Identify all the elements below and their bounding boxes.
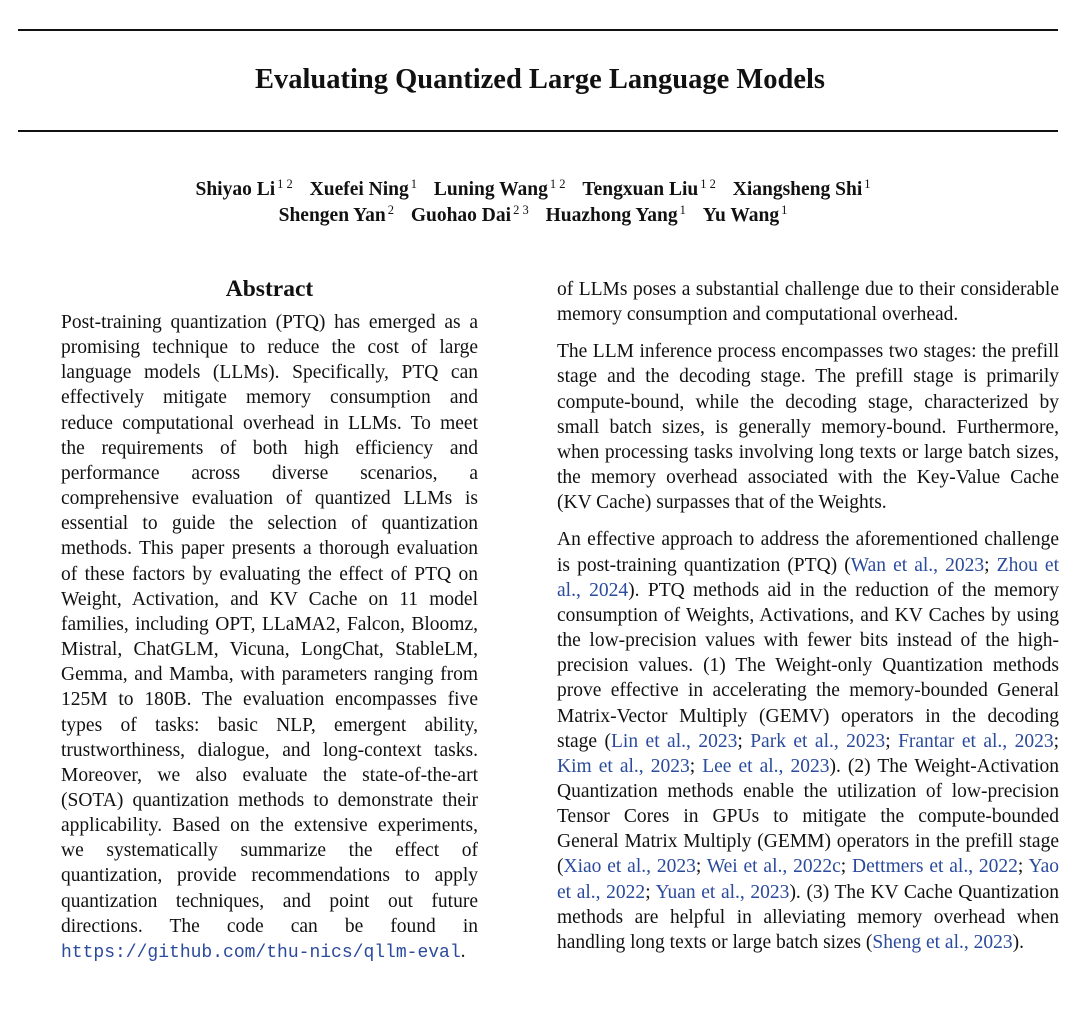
author-affiliation: 1 xyxy=(410,177,418,191)
citation-link[interactable]: Kim et al., 2023 xyxy=(557,755,690,777)
citation-link[interactable]: Frantar et al., 2023 xyxy=(898,730,1054,752)
citation-link[interactable]: Lin et al., 2023 xyxy=(611,730,738,752)
abstract-paragraph: Post-training quantization (PTQ) has emerged as a promising technique to reduce the cost of large language models (LLMs). Specifically, PTQ can effectively mitigate memory consumption and reduce computational overhead in LLMs. To meet the requirements of both high efficiency and performance across diverse scenarios, a comprehensive evaluation of quantized LLMs is essential to guide the selection of quantization methods. This paper presents a thorough evaluation of these factors by evaluating the effect of PTQ on Weight, Activation, and KV Cache on 11 model families, including OPT, LLaMA2, Falcon, Bloomz, Mistral, ChatGLM, Vicuna, LongChat, StableLM, Gemma, and Mamba, with parameters ranging from 125M to 180B. The evaluation encompasses five types of tasks: basic NLP, emergent ability, trustworthiness, dialogue, and long-context tasks. Moreover, we also evaluate the state-of-the-art (SOTA) quantization methods to demonstrate their applicability. Based on the extensive experiments, we systematically summarize the effect of quantization, provide recommendations to apply quantization techniques, and point out future directions. The code can be found in https://github.com/thu-nics/qllm-eval. xyxy=(61,312,478,963)
citation-link[interactable]: Wei et al., 2022c xyxy=(706,856,841,878)
citation-link[interactable]: Wan et al., 2023 xyxy=(850,554,985,576)
intro-column xyxy=(557,277,1059,955)
code-link[interactable]: https://github.com/thu-nics/qllm-eval xyxy=(61,942,461,963)
citation-link[interactable]: Park et al., 2023 xyxy=(750,730,886,752)
citation-link[interactable]: Zhou et al., 2024 xyxy=(557,554,1059,601)
author: Shengen Yan $^2$ xyxy=(278,203,394,226)
author-affiliation: 1 2 xyxy=(277,177,293,191)
author: Xuefei Ning $^1$ xyxy=(309,177,418,200)
top-rule xyxy=(18,29,1058,31)
intro-paragraph-2: The LLM inference process encompasses two stages: the prefill stage and the decoding stage. The prefill stage is primarily compute-bound, while the decoding stage, characterized by small batch sizes, is generally memory-bound. Furthermore, when processing tasks involving long texts or large batch sizes, the memory overhead associated with the Key-Value Cache (KV Cache) surpasses that of the Weights. xyxy=(557,341,1059,514)
author: Shiyao Li $^{1 2}$ xyxy=(195,177,293,200)
author: Yu Wang $^1$ xyxy=(702,203,788,226)
citation-link[interactable]: Xiao et al., 2023 xyxy=(563,856,696,878)
citation-link[interactable]: Yuan et al., 2023 xyxy=(655,881,790,903)
citation-link[interactable]: Yao et al., 2022 xyxy=(557,856,1060,903)
author: Huazhong Yang $^1$ xyxy=(545,203,686,226)
abstract-heading: Abstract xyxy=(225,276,314,302)
author-affiliation: 1 2 xyxy=(700,177,716,191)
author-affiliation: 1 xyxy=(864,177,871,191)
author-affiliation: 1 2 xyxy=(549,177,566,191)
author: Luning Wang $^{1 2}$ xyxy=(433,177,566,200)
author-affiliation: 2 3 xyxy=(513,203,529,217)
author: Tengxuan Liu $^{1 2}$ xyxy=(582,177,716,200)
authors-line-2 xyxy=(0,203,1066,230)
author-affiliation: 1 xyxy=(781,203,788,217)
authors-line-1 xyxy=(0,177,1066,204)
citation-link[interactable]: Dettmers et al., 2022 xyxy=(852,856,1018,878)
paper-title: Evaluating Quantized Large Language Models xyxy=(254,64,826,95)
title-bottom-rule xyxy=(18,130,1058,132)
abstract-column xyxy=(61,310,478,966)
author-affiliation: 2 xyxy=(387,203,394,217)
citation-link[interactable]: Sheng et al., 2023 xyxy=(872,931,1013,953)
intro-paragraph-3: An effective approach to address the aforementioned challenge is post-training quantization (PTQ) (Wan et al., 2023; Zhou et al., 2024). PTQ methods aid in the reduction of the memory consumption of Weights, Activations, and KV Caches by using the low-precision values with fewer bits instead of the high-precision values. (1) The Weight-only Quantization methods prove effective in accelerating the memory-bounded General Matrix-Vector Multiply (GEMV) operators in the decoding stage (Lin et al., 2023; Park et al., 2023; Frantar et al., 2023; Kim et al., 2023; Lee et al., 2023). (2) The Weight-Activation Quantization methods enable the utilization of low-precision Tensor Cores in GPUs to mitigate the compute-bounded General Matrix Multiply (GEMM) operators in the prefill stage (Xiao et al., 2023; Wei et al., 2022c; Dettmers et al., 2022; Yao et al., 2022; Yuan et al., 2023). (3) The KV Cache Quantization methods are helpful in alleviating memory overhead when handling long texts or large batch sizes (Sheng et al., 2023). xyxy=(557,529,1060,953)
author: Guohao Dai $^{2 3}$ xyxy=(410,203,529,226)
author: Xiangsheng Shi $^1$ xyxy=(732,177,871,200)
citation-link[interactable]: Lee et al., 2023 xyxy=(702,755,830,777)
abstract-text: Post-training quantization (PTQ) has emerged as a promising technique to reduce the cost of large language models (LLMs). Specifically, PTQ can effectively mitigate memory consumption and reduce computational overhead in LLMs. To meet the requirements of both high efficiency and performance across diverse scenarios, a comprehensive evaluation of quantized LLMs is essential to guide the selection of quantization methods. This paper presents a thorough evaluation of these factors by evaluating the effect of PTQ on Weight, Activation, and KV Cache on 11 model families, including OPT, LLaMA2, Falcon, Bloomz, Mistral, ChatGLM, Vicuna, LongChat, StableLM, Gemma, and Mamba, with parameters ranging from 125M to 180B. The evaluation encompasses five types of tasks: basic NLP, emergent ability, trustworthiness, dialogue, and long-context tasks. Moreover, we also evaluate the state-of-the-art (SOTA) quantization methods to demonstrate their applicability. Based on the extensive experiments, we systematically summarize the effect of quantization, provide recommendations to apply quantization techniques, and point out future directions. The code can be found in xyxy=(61,312,478,937)
author-affiliation: 1 xyxy=(679,203,686,217)
intro-paragraph-1: of LLMs poses a substantial challenge due to their considerable memory consumption and computational overhead. xyxy=(557,279,1059,326)
